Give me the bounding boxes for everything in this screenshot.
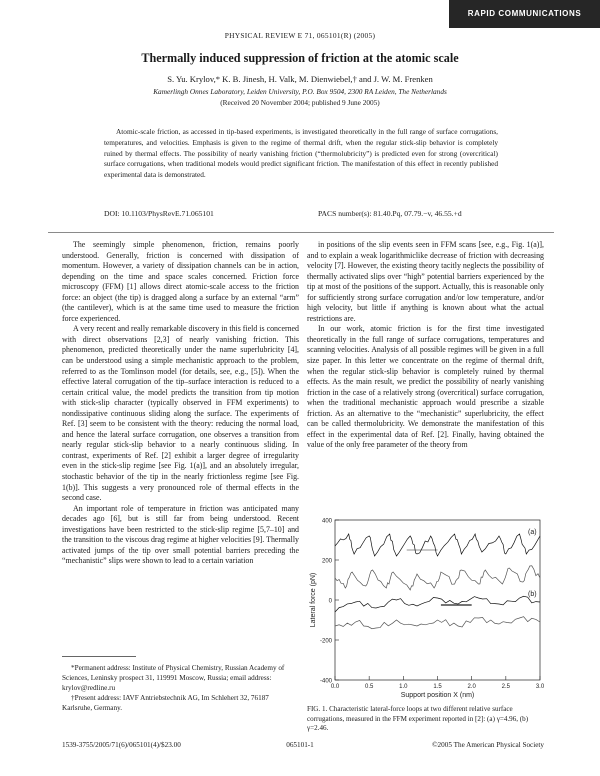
body-paragraph: A very recent and really remarkable discovery in this field is concerned with direct observations [2,3] of nearly vanishing friction. This phenomenon, predicted theoretically under the name superlubricity [4], can be understood using a simple mechanistic approach to the problem, referred to as the Tomlinson model (for details, see, e.g., [5]). When the effective lateral corrugation of the tip–surface interaction is reduced to a certain critical value, the model predicts the transition from tip motion with stick-slip character (typically observed in FFM experiments) to nondissipative continuous sliding along the surface. The experiments of Ref. [3] seem to be consistent with the theory: reducing the normal load, and hence the lateral surface corrugation, one observes a transition from nearly regular stick-slip behavior to a nearly continuous sliding. In contrast, experiments of Ref. [2] exhibit a larger degree of irregularity even in the stick-slip regime [see Fig. 1(a)], and an absolutely irregular, stochastic behavior of the tip in the nearly frictionless regime [see Fig. 1(b)]. This suggests a very pronounced role of thermal effects in the second case. xyxy=(62,324,299,503)
x-tick-label: 2.5 xyxy=(501,684,511,690)
footnotes xyxy=(62,664,299,715)
body-paragraph: in positions of the slip events seen in FFM scans [see, e.g., Fig. 1(a)], and to explain a weak logarithmiclike decrease of friction with decreasing velocity [7]. However, the existing theory tacitly neglects the possibility of thermally activated slips over “high” potential barriers experienced by the tip at most of the positions of the support. Actually, this is reasonable only for sufficiently strong surface corrugation and/or low temperature, and/or high velocity, but little if anything is known about what the actual restrictions are. xyxy=(307,240,544,323)
figure-caption: FIG. 1. Characteristic lateral-force loops at two different relative surface corrugations, measured in the FFM experiment reported in [2]: (a) γ=4.96, (b) γ=2.46. xyxy=(307,705,529,733)
series-forward-line xyxy=(335,596,540,612)
doi-line[interactable]: DOI: 10.1103/PhysRevE.71.065101 xyxy=(104,209,214,218)
y-tick-label: 0 xyxy=(328,598,332,605)
section-divider xyxy=(48,232,554,233)
footnote: †Present address: IAVF Antriebstechnik AG, Im Schlehert 32, 76187 Karlsruhe, Germany. xyxy=(62,694,269,713)
y-tick-label: -200 xyxy=(319,638,332,645)
y-axis-label: Lateral force (pN) xyxy=(310,572,317,628)
series-backward-line xyxy=(335,617,540,629)
footnote-divider xyxy=(62,656,136,657)
x-tick-label: 0.0 xyxy=(330,684,340,690)
y-tick-label: 400 xyxy=(321,518,332,525)
panel-label: (a) xyxy=(528,529,537,536)
x-tick-label: 1.5 xyxy=(433,684,442,690)
y-tick-label: 200 xyxy=(321,558,332,565)
article-title: Thermally induced suppression of friction at the atomic scale xyxy=(141,51,459,65)
x-tick-label: 1.0 xyxy=(399,684,408,690)
x-axis-label: Support position X (nm) xyxy=(400,692,475,699)
body-paragraph: An important role of temperature in friction was anticipated many decades ago [6], but is still far from being understood. Recent investigations have been restricted to the stick-slip regime [5,7–10] and the transition to the viscous drag regime at higher velocities [9]. Thermally activated jumps of the tip over small potential barriers preceding the “mechanistic” slips were shown to lead to a certain variation xyxy=(62,503,299,566)
author-list: S. Yu. Krylov,* K. B. Jinesh, H. Valk, M. Dienwiebel,† and J. W. M. Frenken xyxy=(167,74,433,84)
copyright: ©2005 The American Physical Society xyxy=(432,741,544,749)
abstract: Atomic-scale friction, as accessed in tip-based experiments, is investigated theoretically in the full range of surface corrugations, temperatures, and velocities. Emphasis is given to the regime of thermal drift, when the regular stick-slip behavior is completely ruined by thermal effects. The possibility of nearly vanishing friction (“thermolubricity”) is predicted even for strong (overcritical) surface corrugations, when traditional models would predict significant friction. The manifestation of this effect in recently published experimental data is demonstrated. xyxy=(104,127,498,180)
x-tick-label: 0.5 xyxy=(364,684,374,690)
series-forward-line xyxy=(335,534,540,556)
y-tick-label: -400 xyxy=(319,678,332,685)
body-paragraph: The seemingly simple phenomenon, friction, remains poorly understood. Generally, friction is concerned with dissipation of momentum. However, a variety of dissipation channels can be in action, depending on the time and space scales concerned. Friction force microscopy (FFM) [1] allows direct atomic-scale access to the friction force: an object (the tip) is dragged along a surface by an external “arm” (the cantilever), which is at the same time used to measure the friction force experienced. xyxy=(62,240,299,323)
plot-frame xyxy=(335,520,540,680)
right-column xyxy=(307,240,544,451)
series-backward-line xyxy=(335,566,540,590)
footer-code: 1539-3755/2005/71(6)/065101(4)/$23.00 xyxy=(62,741,181,749)
page-number: 065101-1 xyxy=(286,741,314,749)
affiliation: Kamerlingh Onnes Laboratory, Leiden University, P.O. Box 9504, 2300 RA Leiden, The Netherlands xyxy=(153,87,447,96)
body-paragraph: In our work, atomic friction is for the first time investigated theoretically in the full range of surface corrugations, temperatures and scanning velocities. Analysis of all possible regimes will be given in a full size paper. In this letter we concentrate on the regime of thermal drift, when the regular stick-slip behavior is completely ruined by thermal effects. As the main result, we predict the possibility of nearly vanishing friction in the case of a relatively strong (overcritical) surface corrugation, when the traditional mechanistic approach would prescribe a sizable friction. As an alternative to the “mechanistic” superlubricity, the effect can be called thermolubricity. We demonstrate the manifestation of this effect in the experimental data of Ref. [2]. Finally, having obtained the value of the only free parameter of the theory from xyxy=(307,324,544,450)
rapid-communications-badge: RAPID COMMUNICATIONS xyxy=(449,0,600,28)
left-column xyxy=(62,240,299,567)
x-tick-label: 3.0 xyxy=(535,684,545,690)
footnote: *Permanent address: Institute of Physical Chemistry, Russian Academy of Sciences, Leninsky prospect 31, 119991 Moscow, Russia; email address: krylov@redline.ru xyxy=(62,664,285,692)
received-date: (Received 20 November 2004; published 9 June 2005) xyxy=(220,98,380,107)
figure-1-plot xyxy=(307,518,547,703)
x-tick-label: 2.0 xyxy=(467,684,476,690)
pacs-numbers: PACS number(s): 81.40.Pq, 07.79.−v, 46.55.+d xyxy=(318,209,462,218)
panel-label: (b) xyxy=(528,591,537,598)
journal-header: PHYSICAL REVIEW E 71, 065101(R) (2005) xyxy=(224,31,376,40)
